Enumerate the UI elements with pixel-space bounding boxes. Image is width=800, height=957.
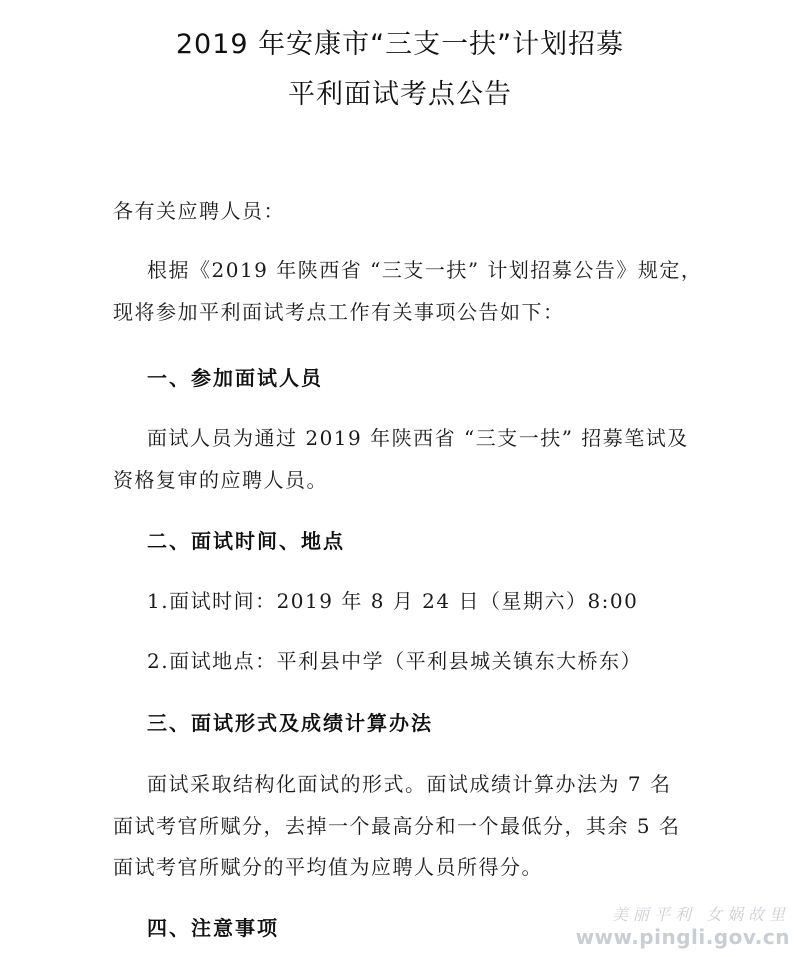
section-2-item-1: 1.面试时间：2019 年 8 月 24 日（星期六）8:00 — [147, 589, 639, 613]
section-3-line-3: 面试考官所赋分的平均值为应聘人员所得分。 — [113, 855, 543, 879]
section-3-heading: 三、面试形式及成绩计算办法 — [147, 711, 433, 735]
intro-line-1: 根据《2019 年陕西省 “三支一扶” 计划招募公告》规定， — [147, 258, 703, 282]
section-4-heading: 四、注意事项 — [147, 916, 279, 940]
section-3-line-2: 面试考官所赋分，去掉一个最高分和一个最低分，其余 5 名 — [113, 814, 681, 838]
section-2-item-2: 2.面试地点：平利县中学（平利县城关镇东大桥东） — [147, 649, 643, 673]
watermark-slogan: 美丽平利 女娲故里 — [611, 905, 790, 924]
section-3-line-1: 面试采取结构化面试的形式。面试成绩计算办法为 7 名 — [147, 772, 672, 796]
title-line-2: 平利面试考点公告 — [288, 79, 512, 110]
section-1-heading: 一、参加面试人员 — [147, 366, 323, 390]
site-watermark — [576, 902, 790, 949]
section-2-heading: 二、面试时间、地点 — [147, 529, 345, 553]
title-line-1: 2019 年安康市“三支一扶”计划招募 — [175, 29, 625, 60]
watermark-url: www.pingli.gov.cn — [575, 925, 790, 949]
salutation: 各有关应聘人员： — [113, 199, 285, 223]
section-1-line-2: 资格复审的应聘人员。 — [113, 468, 328, 492]
section-1-line-1: 面试人员为通过 2019 年陕西省 “三支一扶” 招募笔试及 — [147, 426, 689, 450]
intro-line-2: 现将参加平利面试考点工作有关事项公告如下： — [113, 300, 565, 324]
